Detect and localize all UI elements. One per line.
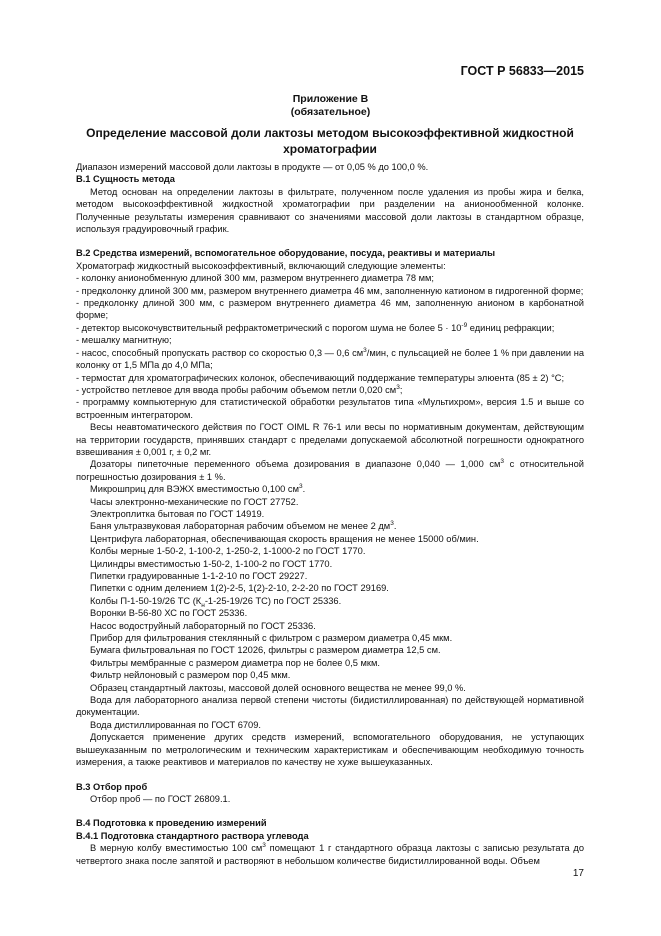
list-item: Фильтр нейлоновый с размером пор 0,45 мкм. <box>90 670 291 681</box>
list-item: Пипетки градуированные 1-1-2-10 по ГОСТ 29227. <box>90 571 308 581</box>
subsection-heading-b41: В.4.1 Подготовка стандартного раствора углевода <box>76 830 309 841</box>
flasks-subscript: н <box>201 601 205 609</box>
detector-exponent: -9 <box>461 321 468 329</box>
dosers-text: Дозаторы пипеточные переменного объема дозирования в диапазоне 0,040 — 1,000 см <box>90 459 501 470</box>
loop-text: - устройство петлевое для ввода пробы рабочим объемом петли 0,020 см <box>76 384 397 395</box>
list-item: Центрифуга лабораторная, обеспечивающая скорость вращения не менее 15000 об/мин. <box>90 533 479 544</box>
list-item: Цилиндры вместимостью 1-50-2, 1-100-2 по ГОСТ 1770. <box>90 558 333 569</box>
list-item: Воронки В-56-80 ХС по ГОСТ 25336. <box>90 608 248 619</box>
intro-paragraph: Диапазон измерений массовой доли лактозы в продукте — от 0,05 % до 100,0 %. <box>76 162 429 172</box>
document-body <box>76 161 584 867</box>
pump-tail: /мин, с пульсацией не более 1 % при давлении на колонку от 1,5 МПа до 4,0 МПа; <box>76 347 584 371</box>
bath-line <box>76 520 584 532</box>
bath-text: Баня ультразвуковая лабораторная рабочим объемом не менее 2 дм <box>90 521 391 532</box>
detector-text: - детектор высокочувствительный рефрактометрический с порогом шума не более 5 · 10 <box>76 322 462 333</box>
list-item: Прибор для фильтрования стеклянный с фильтром с размером диаметра 0,45 мкм. <box>90 633 453 644</box>
detector-tail: единиц рефракции; <box>467 322 555 333</box>
spacer <box>76 805 584 817</box>
list-item: Часы электронно-механические по ГОСТ 27752. <box>90 496 299 507</box>
scales-paragraph: Весы неавтоматического действия по ГОСТ OIML R 76-1 или весы по нормативным документам, действующим на территории государств, принявших стандарт с пределами допускаемой абсолютной погрешности однократного взвешивания ± 0,001 г, ± 0,2 мг. <box>76 422 584 457</box>
bath-exponent: 3 <box>390 520 394 528</box>
item-thermostat: - термостат для хроматографических колонок, обеспечивающий поддержание температуры элюента (85 ± 2) °С; <box>76 372 565 383</box>
spacer <box>76 235 584 247</box>
b41-exponent: 3 <box>262 842 266 850</box>
pump-exponent: 3 <box>363 346 367 354</box>
annex-label: Приложение В <box>292 93 369 105</box>
flasks-line <box>76 595 584 607</box>
list-item: Электроплитка бытовая по ГОСТ 14919. <box>90 508 265 519</box>
water-distilled: Вода дистиллированная по ГОСТ 6709. <box>90 719 261 730</box>
spacer <box>76 769 584 781</box>
list-item: Колбы мерные 1-50-2, 1-100-2, 1-250-2, 1-1000-2 по ГОСТ 1770. <box>90 546 366 557</box>
list-item: Пипетки с одним делением 1(2)-2-5, 1(2)-2-10, 2-2-20 по ГОСТ 29169. <box>90 583 389 594</box>
page-number: 17 <box>572 868 584 879</box>
micro-exponent: 3 <box>298 483 303 491</box>
flasks-tail: -1-25-19/26 ТС) по ГОСТ 25336. <box>204 595 342 606</box>
allowed-paragraph: Допускается применение других средств измерений, вспомогательного оборудования, не уступающих вышеуказанным по метрологическим и техническим характеристикам и обеспечивающим необходимую точность измерения, а также реактивов и материалов по качеству не хуже вышеуказанных. <box>76 732 584 768</box>
item-precolumn-anion: - предколонку длиной 300 мм, с размером внутреннего диаметра 46 мм, заполненную анионом в карбонатной форме; <box>76 298 584 321</box>
item-stirrer: - мешалку магнитную; <box>76 335 172 346</box>
section-b41-text <box>76 842 584 867</box>
flasks-text: Колбы П-1-50-19/26 ТС (К <box>90 595 202 606</box>
dosers-exponent: 3 <box>500 458 505 466</box>
annex-status: (обязательное) <box>290 106 371 118</box>
microsyringe-line <box>76 483 584 495</box>
item-software: - программу компьютерную для статистической обработки результатов типа «Мультихром», версия 1.5 и выше со встроенным интегратором. <box>76 397 584 420</box>
section-b1-text: Метод основан на определении лактозы в фильтрате, полученном после удаления из пробы жира и белка, методом высокоэффективной жидкостной хроматографии при разделении на анионообменной колонке. Полученные результаты измерения сравнивают со значениями массовой доли лактозы в стандартном образце, используя градуировочный график. <box>76 186 584 235</box>
section-heading-b2: В.2 Средства измерений, вспомогательное оборудование, посуда, реактивы и материалы <box>76 248 496 259</box>
section-heading-b1: В.1 Сущность метода <box>76 174 175 185</box>
loop-tail: ; <box>399 384 403 395</box>
b41-text: В мерную колбу вместимостью 100 см <box>90 843 263 854</box>
item-loop <box>76 384 584 396</box>
micro-text: Микрошприц для ВЭЖХ вместимостью 0,100 см <box>90 484 299 495</box>
item-detector <box>76 322 584 334</box>
list-item: Насос водоструйный лабораторный по ГОСТ 25336. <box>90 620 316 631</box>
section-heading-b4: В.4 Подготовка к проведению измерений <box>76 818 267 829</box>
dosers-paragraph <box>76 458 584 483</box>
item-pump <box>76 347 584 372</box>
loop-exponent: 3 <box>396 383 400 391</box>
document-title: Определение массовой доли лактозы методом высокоэффективной жидкостной хроматографии <box>86 126 574 156</box>
section-b3-text: Отбор проб — по ГОСТ 26809.1. <box>90 793 231 804</box>
list-item: Образец стандартный лактозы, массовой долей основного вещества не менее 99,0 %. <box>90 682 466 693</box>
item-precolumn-cation: - предколонку длиной 300 мм, размером внутреннего диаметра 46 мм, заполненную катионом в гидрогенной форме; <box>76 285 584 296</box>
list-item: Фильтры мембранные с размером диаметра пор не более 0,5 мкм. <box>90 657 380 668</box>
micro-tail: . <box>302 484 306 495</box>
item-column: - колонку анионобменную длиной 300 мм, размером внутреннего диаметра 78 мм; <box>76 273 434 284</box>
pump-text: - насос, способный пропускать раствор со скоростью 0,3 — 0,6 см <box>76 347 364 358</box>
water-bidistilled: Вода для лабораторного анализа первой степени чистоты (бидистиллированная) по действующей нормативной документации. <box>76 695 584 718</box>
bath-tail: . <box>393 521 397 532</box>
b41-tail: помещают 1 г стандартного образца лактозы с записью результата до четвертого знака после запятой и растворяют в небольшом количестве бидистиллированной воды. Объем <box>76 843 584 866</box>
standard-designation: ГОСТ Р 56833—2015 <box>460 64 584 78</box>
hplc-lead: Хроматограф жидкостный высокоэффективный, включающий следующие элементы: <box>76 260 446 271</box>
dosers-tail: с относительной погрешностью дозирования ± 1 %. <box>76 459 584 482</box>
list-item: Бумага фильтровальная по ГОСТ 12026, фильтры с размером диаметра 12,5 см. <box>90 645 441 656</box>
section-heading-b3: В.3 Отбор проб <box>76 781 148 792</box>
